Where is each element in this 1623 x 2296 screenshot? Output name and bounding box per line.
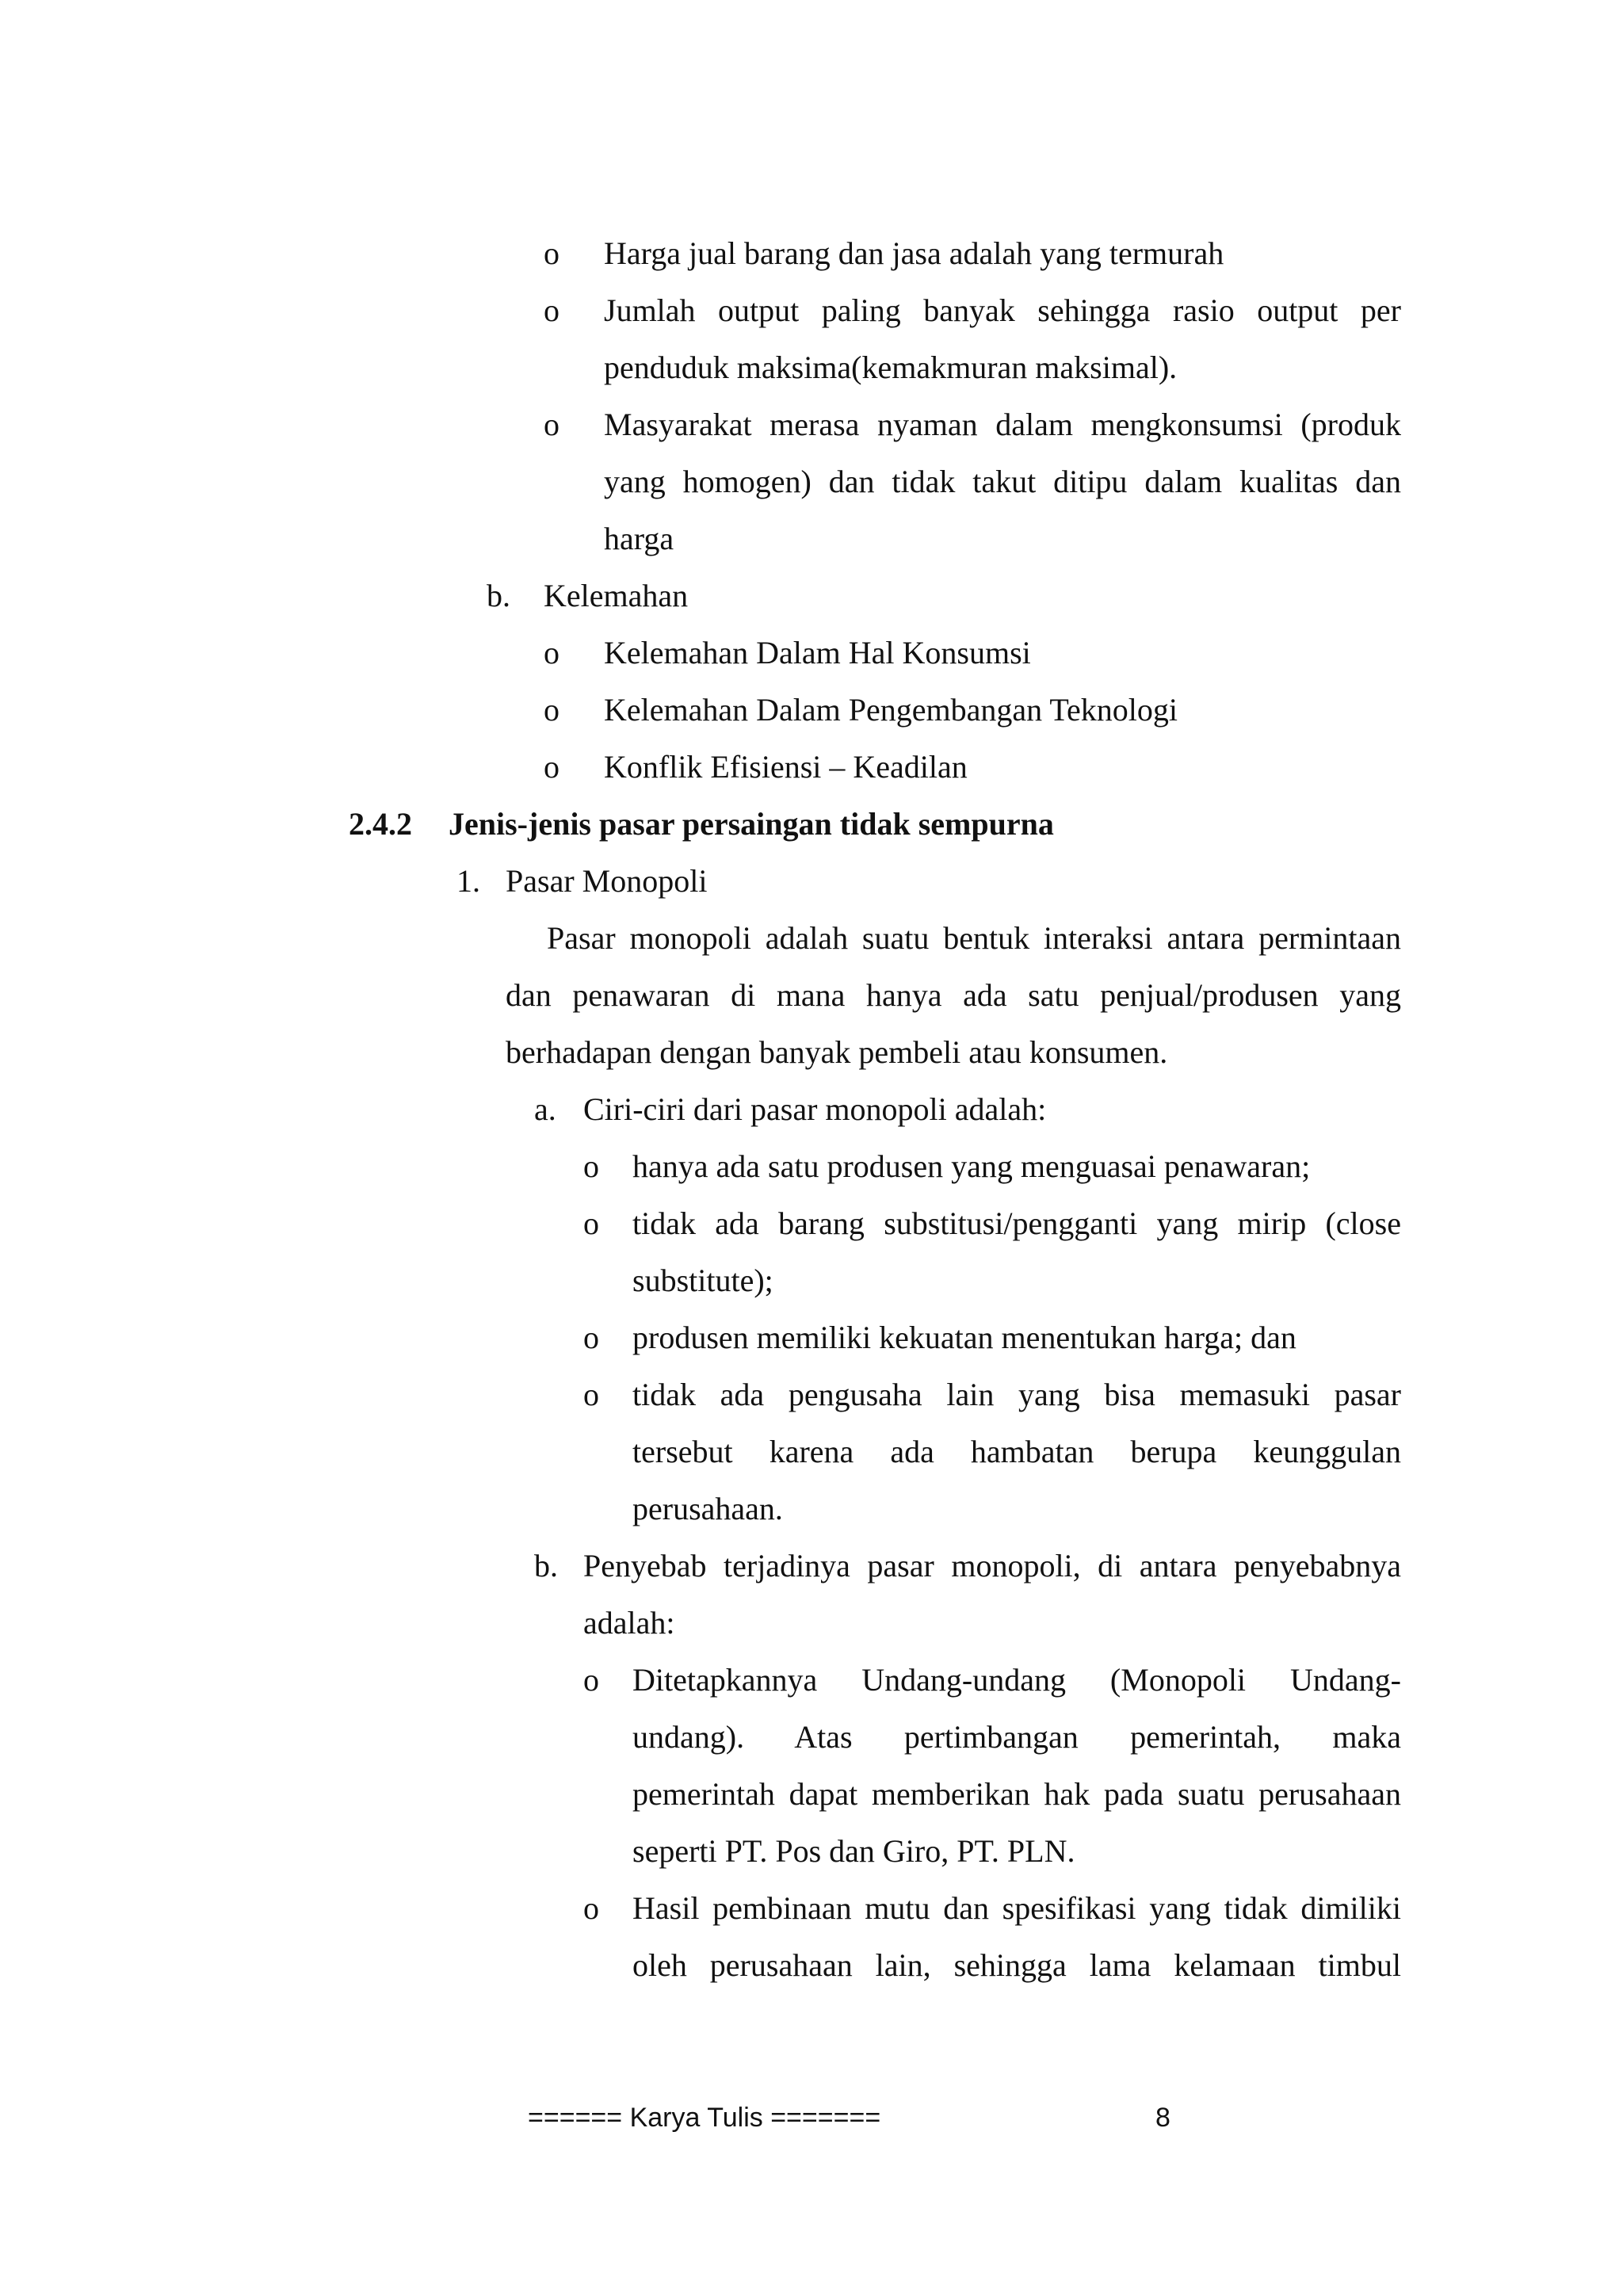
paragraph-line: Pasar monopoli adalah suatu bentuk interaksi antara permintaan xyxy=(547,920,1401,956)
list-marker: b. xyxy=(487,578,510,613)
page-number: 8 xyxy=(1155,2103,1170,2133)
sub-heading-text: Penyebab terjadinya pasar monopoli, di antara penyebabnya xyxy=(583,1548,1401,1584)
bullet-marker: o xyxy=(544,749,559,785)
bullet-text: Konflik Efisiensi – Keadilan xyxy=(604,749,968,785)
sub-heading-text: Kelemahan xyxy=(544,578,689,613)
bullet-text: Jumlah output paling banyak sehingga rasio output per xyxy=(604,292,1401,328)
sub-heading-text: Ciri-ciri dari pasar monopoli adalah: xyxy=(583,1091,1047,1127)
bullet-marker: o xyxy=(583,1890,599,1926)
bullet-text: penduduk maksima(kemakmuran maksimal). xyxy=(604,350,1178,385)
bullet-text: Harga jual barang dan jasa adalah yang termurah xyxy=(604,235,1224,271)
numbered-heading-text: Pasar Monopoli xyxy=(506,863,708,899)
bullet-text: produsen memiliki kekuatan menentukan harga; dan xyxy=(632,1320,1296,1355)
list-marker: b. xyxy=(534,1548,558,1584)
bullet-text: yang homogen) dan tidak takut ditipu dalam kualitas dan xyxy=(604,464,1401,499)
bullet-text: perusahaan. xyxy=(632,1491,783,1526)
bullet-text: Kelemahan Dalam Hal Konsumsi xyxy=(604,635,1031,670)
footer-title: ====== Karya Tulis ======= xyxy=(528,2103,881,2133)
bullet-text: Masyarakat merasa nyaman dalam mengkonsumsi (produk xyxy=(604,407,1401,442)
bullet-text: undang). Atas pertimbangan pemerintah, maka xyxy=(632,1719,1401,1755)
section-title: Jenis-jenis pasar persaingan tidak sempurna xyxy=(449,806,1054,842)
bullet-marker: o xyxy=(544,292,559,328)
list-marker: 1. xyxy=(456,863,480,899)
list-marker: a. xyxy=(534,1091,556,1127)
bullet-marker: o xyxy=(583,1662,599,1698)
paragraph-line: dan penawaran di mana hanya ada satu penjual/produsen yang xyxy=(506,977,1401,1013)
bullet-marker: o xyxy=(544,235,559,271)
bullet-text: pemerintah dapat memberikan hak pada suatu perusahaan xyxy=(632,1776,1401,1812)
sub-heading-text: adalah: xyxy=(583,1605,675,1641)
paragraph-line: berhadapan dengan banyak pembeli atau konsumen. xyxy=(506,1034,1168,1070)
bullet-marker: o xyxy=(544,407,559,442)
bullet-marker: o xyxy=(583,1148,599,1184)
section-number: 2.4.2 xyxy=(349,806,412,842)
bullet-marker: o xyxy=(544,692,559,728)
bullet-marker: o xyxy=(544,635,559,670)
bullet-text: hanya ada satu produsen yang menguasai penawaran; xyxy=(632,1148,1311,1184)
bullet-text: seperti PT. Pos dan Giro, PT. PLN. xyxy=(632,1833,1075,1869)
bullet-text: oleh perusahaan lain, sehingga lama kelamaan timbul xyxy=(632,1947,1401,1983)
bullet-marker: o xyxy=(583,1205,599,1241)
bullet-text: tidak ada barang substitusi/pengganti yang mirip (close xyxy=(632,1205,1401,1241)
bullet-text: Kelemahan Dalam Pengembangan Teknologi xyxy=(604,692,1178,728)
bullet-text: Ditetapkannya Undang-undang (Monopoli Undang- xyxy=(632,1662,1401,1698)
bullet-text: harga xyxy=(604,521,674,556)
bullet-text: Hasil pembinaan mutu dan spesifikasi yang tidak dimiliki xyxy=(632,1890,1401,1926)
bullet-text: tersebut karena ada hambatan berupa keunggulan xyxy=(632,1434,1401,1469)
bullet-text: tidak ada pengusaha lain yang bisa memasuki pasar xyxy=(632,1377,1401,1412)
bullet-marker: o xyxy=(583,1320,599,1355)
bullet-marker: o xyxy=(583,1377,599,1412)
bullet-text: substitute); xyxy=(632,1263,773,1298)
